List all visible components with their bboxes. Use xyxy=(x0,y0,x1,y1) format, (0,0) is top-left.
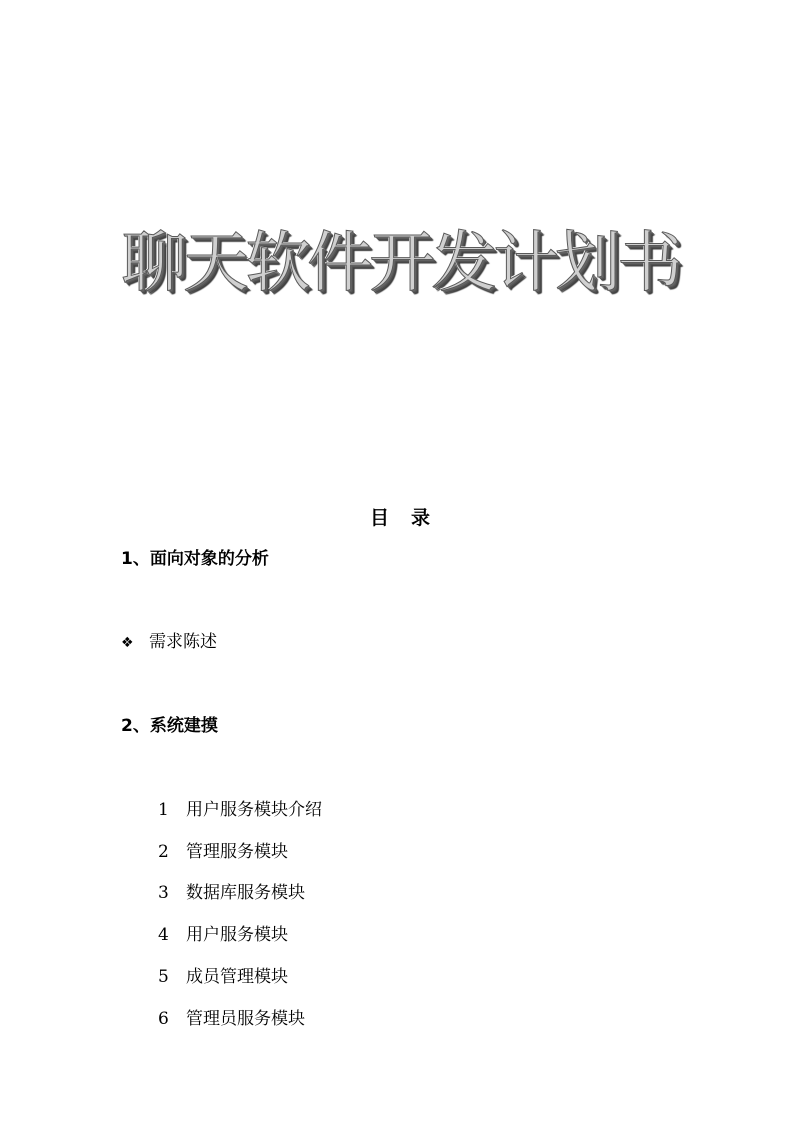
toc-item-text: 用户服务模块 xyxy=(186,925,288,945)
toc-item-text: 管理服务模块 xyxy=(186,842,288,862)
toc-item-number: 1 xyxy=(158,800,169,820)
toc-item xyxy=(158,881,305,905)
toc-item xyxy=(158,840,288,864)
toc-heading: 目录 xyxy=(369,507,452,529)
toc-item-text: 数据库服务模块 xyxy=(186,883,305,903)
toc-item xyxy=(158,1007,305,1031)
toc-section-1: 1、面向对象的分析 xyxy=(121,549,269,569)
toc-bullet-text: 需求陈述 xyxy=(149,632,217,652)
toc-item-number: 5 xyxy=(158,967,169,987)
toc-item-number: 2 xyxy=(158,842,169,862)
toc-item xyxy=(158,923,288,947)
toc-item-number: 3 xyxy=(158,883,169,903)
toc-bullet-item xyxy=(121,630,217,655)
toc-item xyxy=(158,965,288,989)
toc-section-2: 2、系统建摸 xyxy=(121,716,218,736)
toc-item-number: 4 xyxy=(158,925,169,945)
toc-item-number: 6 xyxy=(158,1009,169,1029)
toc-item-text: 成员管理模块 xyxy=(186,967,288,987)
toc-item-text: 管理员服务模块 xyxy=(186,1009,305,1029)
toc-item-text: 用户服务模块介绍 xyxy=(186,800,322,820)
toc-item xyxy=(158,798,322,822)
diamond-bullet-icon: ❖ xyxy=(121,635,134,651)
document-title: 聊天软件开发计划书 xyxy=(121,224,679,301)
